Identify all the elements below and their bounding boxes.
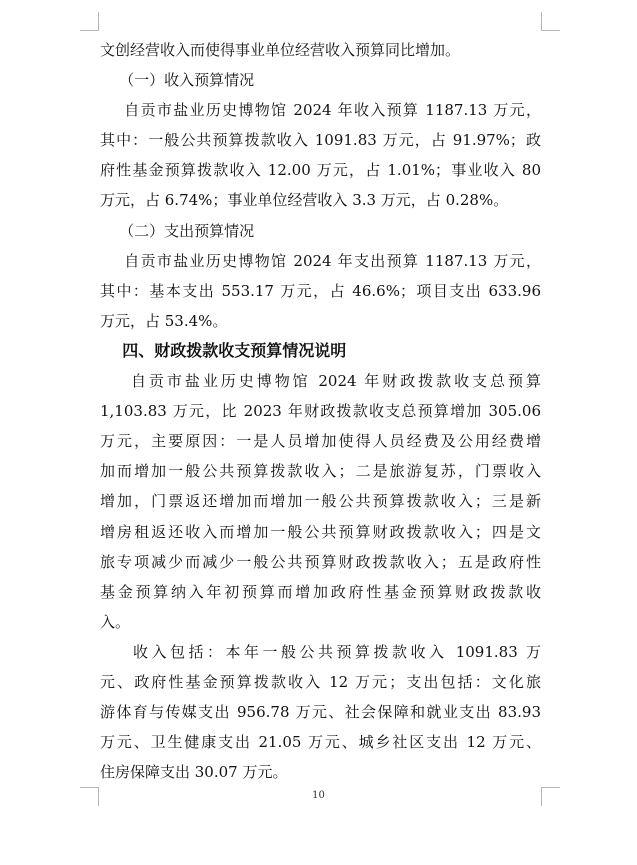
paragraph-line: 收入包括：本年一般公共预算拨款收入 1091.83 万 [100,642,541,661]
paragraph-line: 元、政府性基金预算拨款收入 12 万元；支出包括：文化旅 [100,672,541,691]
paragraph-line: 其中：基本支出 553.17 万元，占 46.6%；项目支出 633.96 [100,281,541,300]
section-subheading: （一）收入预算情况 [100,71,255,90]
paragraph-line: 自贡市盐业历史博物馆 2024 年收入预算 1187.13 万元， [100,101,541,120]
section-subheading: （二）支出预算情况 [100,221,255,240]
paragraph-line: 府性基金预算拨款收入 12.00 万元，占 1.01%；事业收入 80 [100,161,541,180]
paragraph-line: 文创经营收入而使得事业单位经营收入预算同比增加。 [100,41,461,59]
paragraph-line: 自贡市盐业历史博物馆 2024 年支出预算 1187.13 万元， [100,251,541,270]
paragraph-line: 入。 [100,612,131,631]
paragraph-line: 住房保障支出 30.07 万元。 [100,763,288,782]
paragraph-line: 其中：一般公共预算拨款收入 1091.83 万元，占 91.97%；政 [100,131,541,150]
crop-mark-top-left [80,12,99,31]
paragraph-line: 自贡市盐业历史博物馆 2024 年财政拨款收支总预算 [100,372,541,391]
paragraph-line: 万元、卫生健康支出 21.05 万元、城乡社区支出 12 万元、 [100,733,541,752]
paragraph-line: 基金预算纳入年初预算而增加政府性基金预算财政拨款收 [100,582,541,601]
section-heading: 四、财政拨款收支预算情况说明 [100,340,347,360]
paragraph-line: 旅专项减少而减少一般公共预算财政拨款收入；五是政府性 [100,552,541,571]
paragraph-line: 万元，占 53.4%。 [100,311,228,330]
paragraph-line: 游体育与传媒支出 956.78 万元、社会保障和就业支出 83.93 [100,703,541,722]
crop-mark-top-right [541,12,560,31]
paragraph-line: 加而增加一般公共预算拨款收入；二是旅游复苏，门票收入 [100,462,541,481]
paragraph-line: 万元，占 6.74%；事业单位经营收入 3.3 万元，占 0.28%。 [100,191,509,210]
page-number: 10 [312,790,325,801]
paragraph-line: 1,103.83 万元，比 2023 年财政拨款收支总预算增加 305.06 [100,402,541,421]
paragraph-line: 万元，主要原因：一是人员增加使得人员经费及公用经费增 [100,432,541,451]
document-body [100,35,541,787]
paragraph-line: 增加，门票返还增加而增加一般公共预算拨款收入；三是新 [100,492,541,511]
paragraph-line: 增房租返还收入而增加一般公共预算财政拨款收入；四是文 [100,522,541,541]
